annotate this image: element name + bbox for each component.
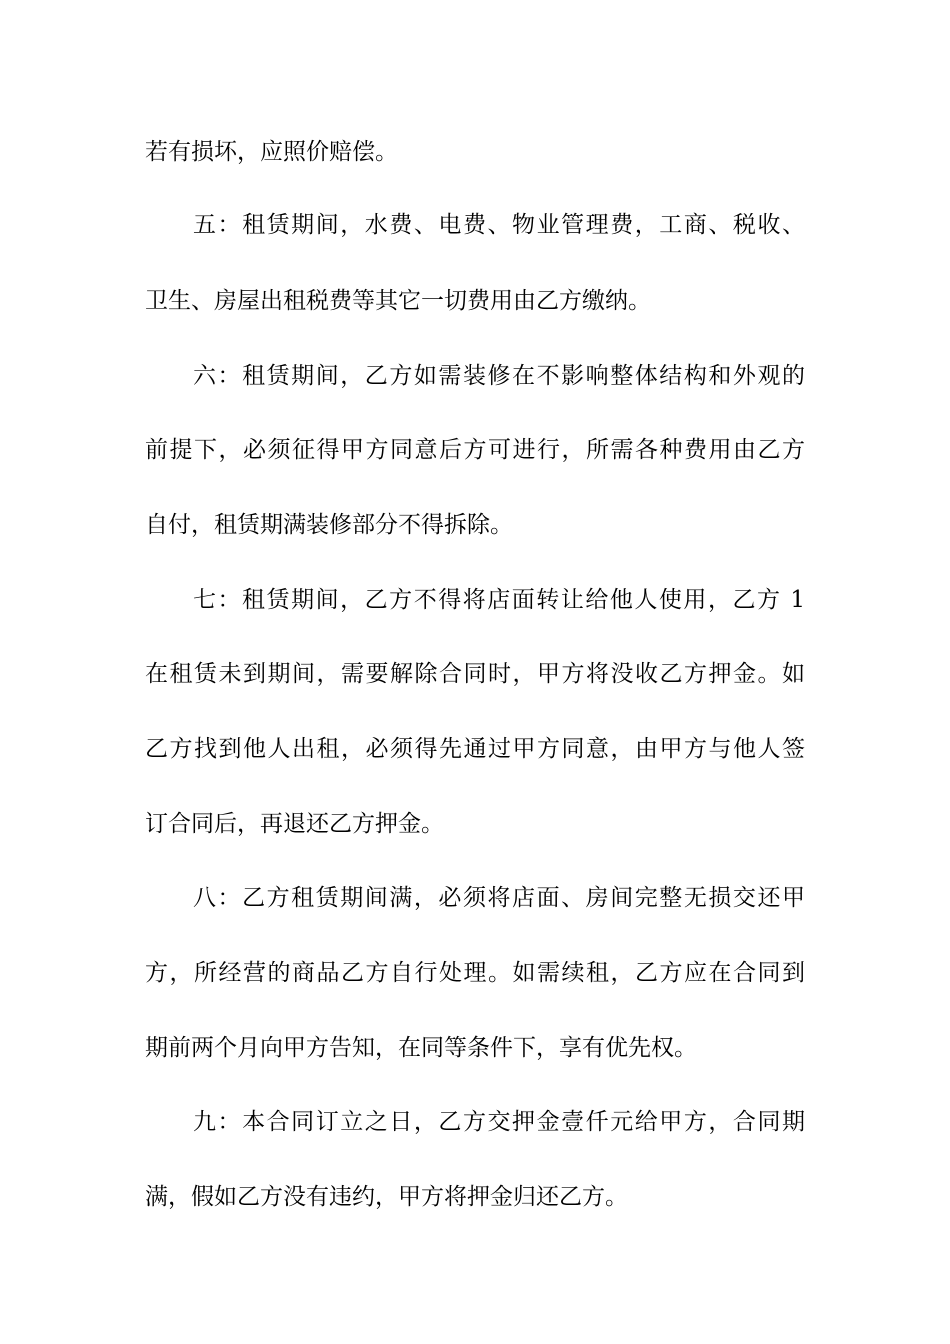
clause-7-line-4: 订合同后，再退还乙方押金。 <box>145 811 444 837</box>
clause-5-line-1: 五：租赁期间，水费、电费、物业管理费，工商、税收、 <box>193 212 805 238</box>
clause-6-line-2: 前提下，必须征得甲方同意后方可进行，所需各种费用由乙方 <box>145 437 805 463</box>
clause-5-line-2: 卫生、房屋出租税费等其它一切费用由乙方缴纳。 <box>145 288 651 314</box>
clause-9-line-2: 满，假如乙方没有违约，甲方将押金归还乙方。 <box>145 1184 628 1210</box>
clause-8-line-3: 期前两个月向甲方告知，在同等条件下，享有优先权。 <box>145 1035 697 1061</box>
clause-8-line-1: 八：乙方租赁期间满，必须将店面、房间完整无损交还甲 <box>193 885 805 911</box>
clause-9-line-1: 九：本合同订立之日，乙方交押金壹仟元给甲方，合同期 <box>193 1109 805 1135</box>
clause-6-line-1: 六：租赁期间，乙方如需装修在不影响整体结构和外观的 <box>193 363 805 389</box>
text-line-1: 若有损坏，应照价赔偿。 <box>145 139 398 165</box>
clause-6-line-3: 自付，租赁期满装修部分不得拆除。 <box>145 512 513 538</box>
clause-7-line-2: 在租赁未到期间，需要解除合同时，甲方将没收乙方押金。如 <box>145 661 805 687</box>
clause-7-line-3: 乙方找到他人出租，必须得先通过甲方同意，由甲方与他人签 <box>145 736 805 762</box>
clause-8-line-2: 方，所经营的商品乙方自行处理。如需续租，乙方应在合同到 <box>145 960 805 986</box>
clause-7-line-1: 七：租赁期间，乙方不得将店面转让给他人使用，乙方 1 <box>193 587 805 613</box>
